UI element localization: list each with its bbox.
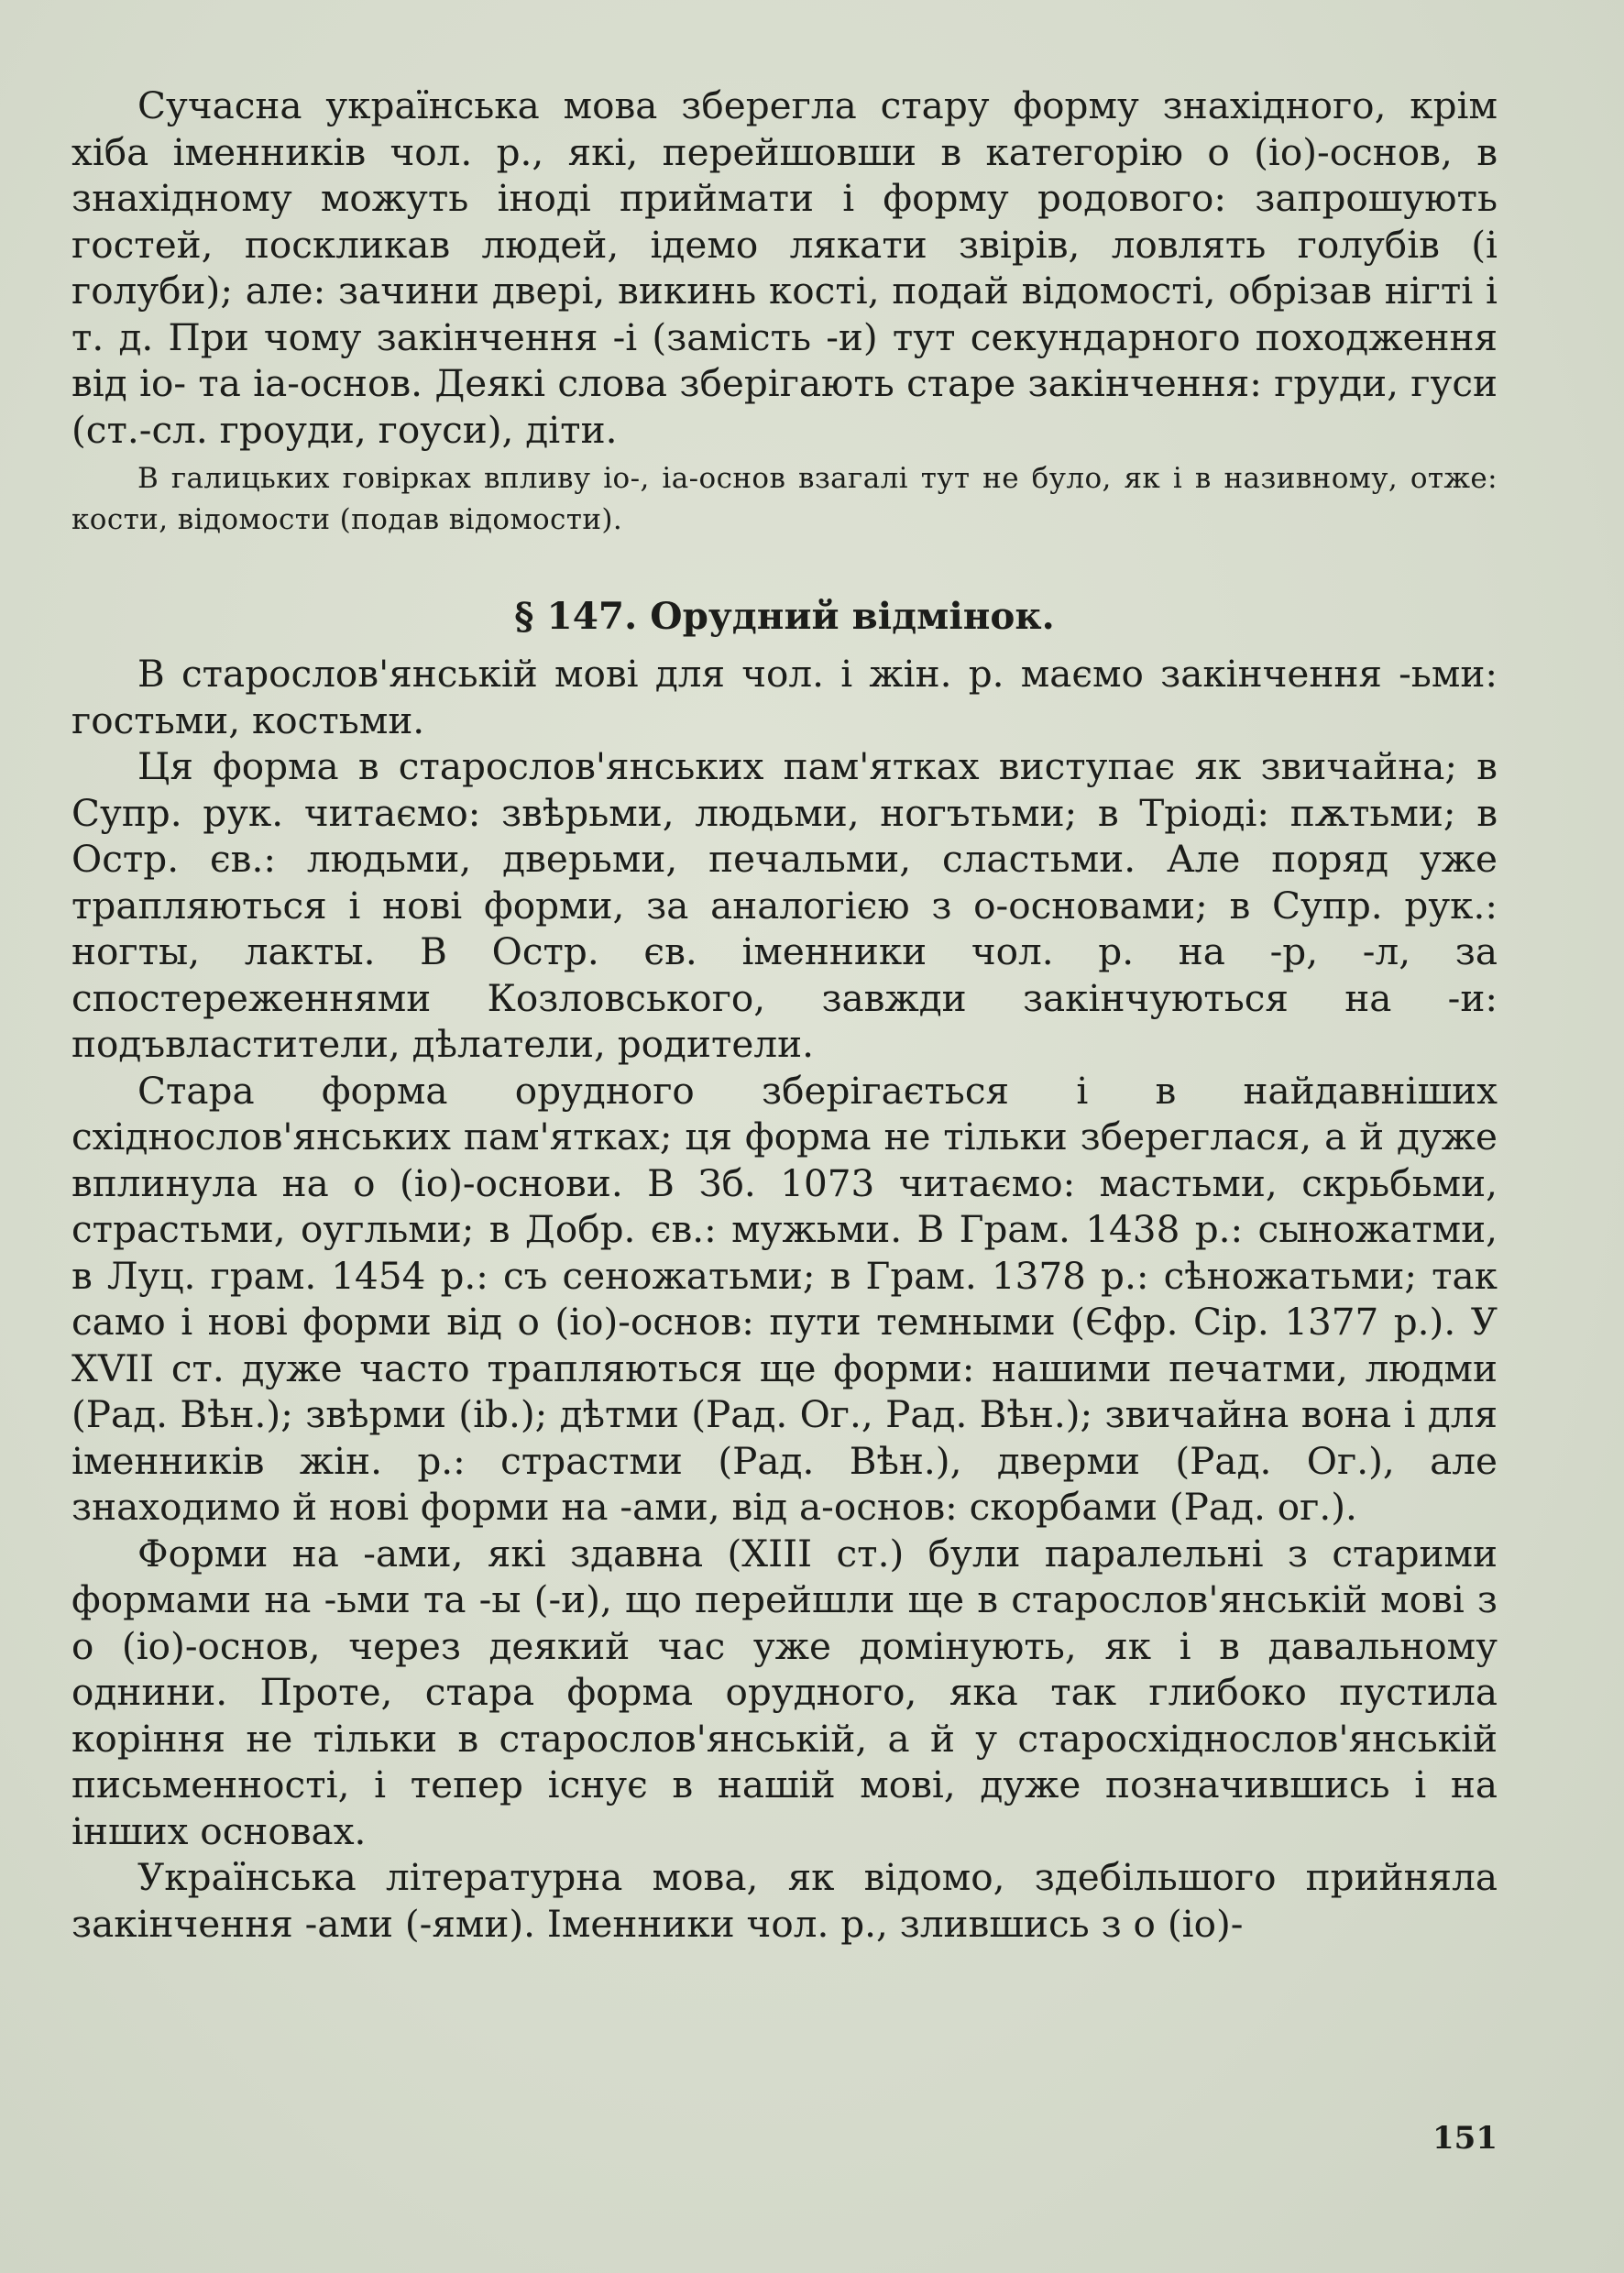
paragraph-monuments: Ця форма в старослов'янських пам'ятках виступає як звичайна; в Супр. рук. читаємо: звѣрьми, людьми, ногътьми; в Тріоді: пѫтьми; в Остр. єв.: людьми, дверьми, печальми, сластьми. Але поряд уже трапляються і нові форми, за аналогією з о-основами; в Супр. рук.: ногты, лакты. В Остр. єв. іменники чол. р. на -р, -л, за спостереженнями Козловського, завжди закінчуються на -и: подъвластители, дѣлатели, родители.	[71, 744, 1498, 1066]
paragraph-accusative: Сучасна українська мова зберегла стару форму знахідного, крім хіба іменників чол. р., які, перейшовши в категорію о (іо)-основ, в знахідному можуть іноді приймати і форму родового: запрошують гостей, поскликав людей, ідемо лякати звірів, ловлять голубів (і голуби); але: зачини двері, викинь кості, подай відомості, обрізав нігті і т. д. При чому закінчення -і (замість -и) тут секундарного походження від іо- та іа-основ. Деякі слова зберігають старе закінчення: груди, гуси (ст.-сл. гроуди, гоуси), діти.	[71, 83, 1498, 452]
paragraph-old-slavonic-ending: В старослов'янській мові для чол. і жін. р. маємо закінчення -ьми: гостьми, костьми.	[71, 652, 1498, 742]
paragraph-ami-forms: Форми на -ами, які здавна (XIII ст.) були паралельні з старими формами на -ьми та -ы (-и), що перейшли ще в старослов'янській мові з о (іо)-основ, через деякий час уже домінують, як і в давальному однини. Проте, стара форма орудного, яка так глибоко пустила коріння не тільки в старослов'янській, а й у старосхіднослов'янській письменності, і тепер існує в нашій мові, дуже позначившись і на інших основах.	[71, 1531, 1498, 1853]
page-number: 151	[1432, 2120, 1498, 2157]
paragraph-literary-language: Українська літературна мова, як відомо, здебільшого прийняла закінчення -ами (-ями). Іменники чол. р., злившись з о (іо)-	[71, 1855, 1498, 1946]
dialect-note: В галицьких говірках впливу іо-, іа-основ взагалі тут не було, як і в називному, отже: кости, відомости (подав відомости).	[71, 462, 1498, 536]
section-heading: § 147. Орудний відмінок.	[514, 594, 1055, 638]
paragraph-east-slavic: Стара форма орудного зберігається і в найдавніших східнослов'янських пам'ятках; ця форма не тільки збереглася, а й дуже вплинула на о (іо)-основи. В Зб. 1073 читаємо: мастьми, скрьбьми, страстьми, оугльми; в Добр. єв.: мужьми. В Грам. 1438 р.: сыножатми, в Луц. грам. 1454 р.: съ сеножатьми; в Грам. 1378 р.: сѣножатьми; так само і нові форми від о (іо)-основ: пути темными (Єфр. Сір. 1377 р.). У XVII ст. дуже часто трапляються ще форми: нашими печатми, людми (Рад. Вѣн.); звѣрми (ib.); дѣтми (Рад. Ог., Рад. Вѣн.); звичайна вона і для іменників жін. р.: страстми (Рад. Вѣн.), дверми (Рад. Ог.), але знаходимо й нові форми на -ами, від а-основ: скорбами (Рад. ог.).	[71, 1068, 1498, 1529]
